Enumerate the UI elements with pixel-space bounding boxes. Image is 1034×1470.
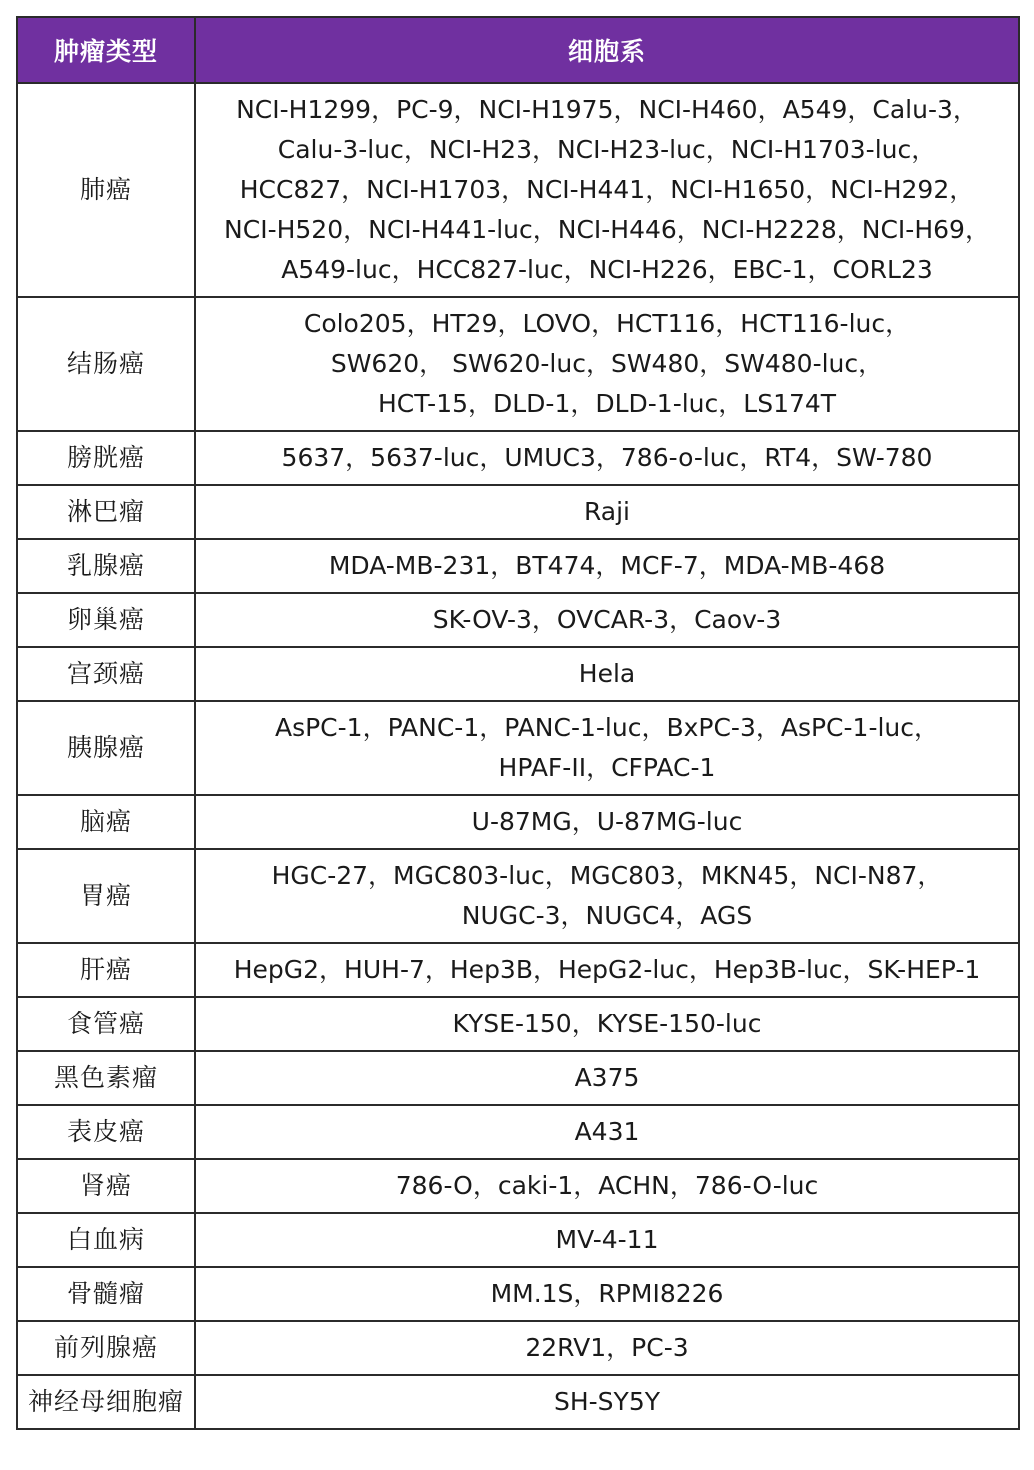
cell-line-text: 5637，5637-luc，UMUC3，786-o-luc，RT4，SW-780 [281, 443, 933, 472]
tumor-type-cell: 神经母细胞瘤 [17, 1375, 195, 1429]
tumor-type-cell: 淋巴瘤 [17, 485, 195, 539]
table-row [17, 943, 1019, 997]
cell-line-text: HPAF-II，CFPAC-1 [498, 753, 716, 782]
table-row [17, 647, 1019, 701]
cell-line-text: NCI-H1299，PC-9，NCI-H1975，NCI-H460，A549，Calu-3， [236, 95, 978, 124]
cell-line-text: SW620， SW620-luc，SW480，SW480-luc， [330, 349, 884, 378]
table-row [17, 997, 1019, 1051]
cell-lines-cell [195, 997, 1019, 1051]
cell-lines-cell [195, 1321, 1019, 1375]
cell-line-text: HepG2，HUH-7，Hep3B，HepG2-luc，Hep3B-luc，SK-HEP-1 [233, 955, 981, 984]
table-row [17, 1375, 1019, 1429]
table-row [17, 1051, 1019, 1105]
cell-line-text: NCI-H520，NCI-H441-luc，NCI-H446，NCI-H2228，NCI-H69， [224, 215, 990, 244]
cell-lines-cell [195, 1051, 1019, 1105]
table-row [17, 1267, 1019, 1321]
tumor-type-cell: 脑癌 [17, 795, 195, 849]
tumor-type-cell: 肝癌 [17, 943, 195, 997]
table-row [17, 795, 1019, 849]
table-row [17, 83, 1019, 297]
tumor-type-cell: 结肠癌 [17, 297, 195, 431]
tumor-type-cell: 白血病 [17, 1213, 195, 1267]
cell-line-table-container [16, 16, 1018, 1430]
tumor-type-cell: 黑色素瘤 [17, 1051, 195, 1105]
cell-line-text: KYSE-150，KYSE-150-luc [452, 1009, 762, 1038]
cell-line-text: Calu-3-luc，NCI-H23，NCI-H23-luc，NCI-H1703-luc， [277, 135, 937, 164]
cell-lines-cell [195, 1159, 1019, 1213]
table-row [17, 485, 1019, 539]
cell-lines-cell [195, 1267, 1019, 1321]
cell-line-text: AsPC-1，PANC-1，PANC-1-luc，BxPC-3，AsPC-1-luc， [274, 713, 939, 742]
table-header-row [17, 17, 1019, 83]
table-row [17, 1105, 1019, 1159]
cell-line-text: HGC-27，MGC803-luc，MGC803，MKN45，NCI-N87， [271, 861, 943, 890]
table-row [17, 431, 1019, 485]
cell-lines-cell [195, 1105, 1019, 1159]
tumor-type-cell: 宫颈癌 [17, 647, 195, 701]
tumor-type-cell: 胃癌 [17, 849, 195, 943]
cell-line-text: Colo205，HT29，LOVO，HCT116，HCT116-luc， [303, 309, 911, 338]
tumor-type-cell: 肺癌 [17, 83, 195, 297]
cell-lines-cell [195, 647, 1019, 701]
tumor-type-cell: 膀胱癌 [17, 431, 195, 485]
cell-line-text: Hela [578, 659, 636, 688]
cell-lines-cell [195, 431, 1019, 485]
cell-line-text: 786-O，caki-1，ACHN，786-O-luc [395, 1171, 819, 1200]
cell-line-text: HCT-15，DLD-1，DLD-1-luc，LS174T [377, 389, 837, 418]
cell-line-text: A375 [574, 1063, 640, 1092]
table-row [17, 701, 1019, 795]
cell-lines-cell [195, 83, 1019, 297]
cell-line-text: A431 [574, 1117, 640, 1146]
cell-lines-cell [195, 795, 1019, 849]
cell-lines-cell [195, 1213, 1019, 1267]
table-row [17, 849, 1019, 943]
tumor-type-cell: 乳腺癌 [17, 539, 195, 593]
cell-line-text: NUGC-3，NUGC4，AGS [461, 901, 753, 930]
table-row [17, 1159, 1019, 1213]
table-row [17, 593, 1019, 647]
cell-line-text: MDA-MB-231，BT474，MCF-7，MDA-MB-468 [328, 551, 886, 580]
tumor-type-cell: 肾癌 [17, 1159, 195, 1213]
cell-lines-cell [195, 1375, 1019, 1429]
header-cell-line: 细胞系 [195, 17, 1019, 83]
table-row [17, 539, 1019, 593]
cell-line-text: Raji [583, 497, 631, 526]
tumor-type-cell: 卵巢癌 [17, 593, 195, 647]
tumor-type-cell: 胰腺癌 [17, 701, 195, 795]
cell-line-text: A549-luc，HCC827-luc，NCI-H226，EBC-1，CORL23 [281, 255, 933, 284]
cell-lines-cell [195, 593, 1019, 647]
cell-line-table [16, 16, 1020, 1430]
cell-line-text: MV-4-11 [555, 1225, 659, 1254]
cell-line-text: HCC827，NCI-H1703，NCI-H441，NCI-H1650，NCI-H292， [239, 175, 975, 204]
tumor-type-cell: 前列腺癌 [17, 1321, 195, 1375]
table-row [17, 297, 1019, 431]
cell-lines-cell [195, 485, 1019, 539]
cell-line-text: 22RV1，PC-3 [525, 1333, 689, 1362]
cell-line-text: MM.1S，RPMI8226 [490, 1279, 724, 1308]
cell-lines-cell [195, 943, 1019, 997]
table-row [17, 1321, 1019, 1375]
tumor-type-cell: 表皮癌 [17, 1105, 195, 1159]
tumor-type-cell: 食管癌 [17, 997, 195, 1051]
cell-line-text: U-87MG，U-87MG-luc [471, 807, 743, 836]
cell-lines-cell [195, 539, 1019, 593]
header-tumor-type: 肿瘤类型 [17, 17, 195, 83]
table-body [17, 83, 1019, 1429]
cell-lines-cell [195, 701, 1019, 795]
cell-lines-cell [195, 297, 1019, 431]
cell-line-text: SK-OV-3，OVCAR-3，Caov-3 [432, 605, 782, 634]
tumor-type-cell: 骨髓瘤 [17, 1267, 195, 1321]
table-row [17, 1213, 1019, 1267]
cell-line-text: SH-SY5Y [553, 1387, 660, 1416]
cell-lines-cell [195, 849, 1019, 943]
